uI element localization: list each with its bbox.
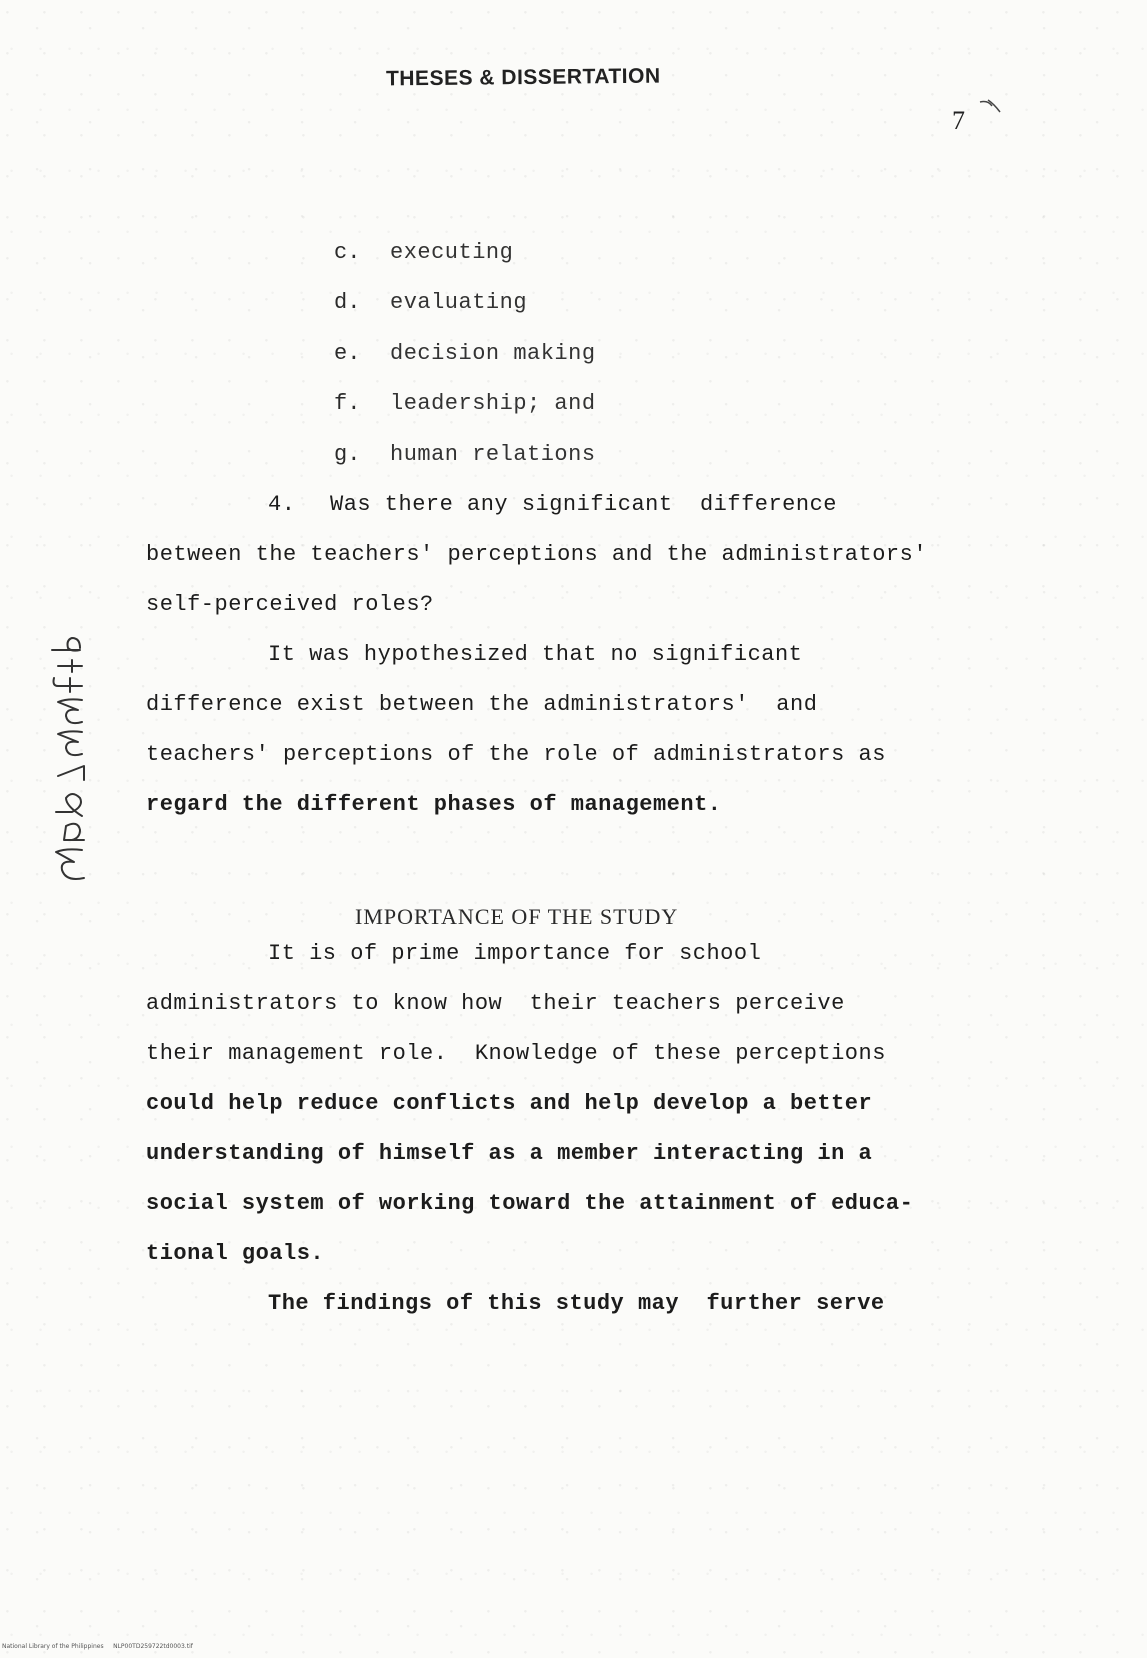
question-line-2: between the teachers' perceptions and the administrators' [146,542,928,567]
importance-line-2: administrators to know how their teachers perceive [146,991,845,1016]
list-letter-e: e. [334,341,361,366]
handwritten-accession-number [36,630,96,890]
section-heading-importance: IMPORTANCE OF THE STUDY [355,904,679,929]
list-item-leadership: leadership; and [390,391,596,416]
list-letter-g: g. [334,442,361,467]
importance-line-1: It is of prime importance for school [268,941,762,966]
list-letter-c: c. [334,240,361,265]
importance-line-7: tional goals. [146,1241,325,1266]
list-item-executing: executing [390,240,514,265]
importance-line-6: social system of working toward the attainment of educa- [146,1191,914,1216]
importance-line-3: their management role. Knowledge of these perceptions [146,1041,886,1066]
hypothesis-line-3: teachers' perceptions of the role of administrators as [146,742,886,767]
hypothesis-line-4: regard the different phases of management. [146,792,722,817]
question-number: 4. [268,492,296,517]
importance-line-4: could help reduce conflicts and help develop a better [146,1091,873,1116]
list-item-evaluating: evaluating [390,290,528,315]
page-number: 7 [952,106,965,135]
hypothesis-line-1: It was hypothesized that no significant [268,642,803,667]
list-letter-d: d. [334,290,361,315]
list-item-decision-making: decision making [390,341,596,366]
scan-footer: National Library of the Philippines NLP00TD259722td0003.tif [2,1643,193,1650]
hypothesis-line-2: difference exist between the administrators' and [146,692,818,717]
question-line-3: self-perceived roles? [146,592,434,617]
findings-line-1: The findings of this study may further serve [268,1291,885,1316]
list-item-human-relations: human relations [390,442,596,467]
list-letter-f: f. [334,391,361,416]
corner-mark-icon [978,98,1002,118]
theses-dissertation-stamp: THESES & DISSERTATION [385,64,661,91]
question-line-1: Was there any significant difference [330,492,837,517]
importance-line-5: understanding of himself as a member interacting in a [146,1141,873,1166]
